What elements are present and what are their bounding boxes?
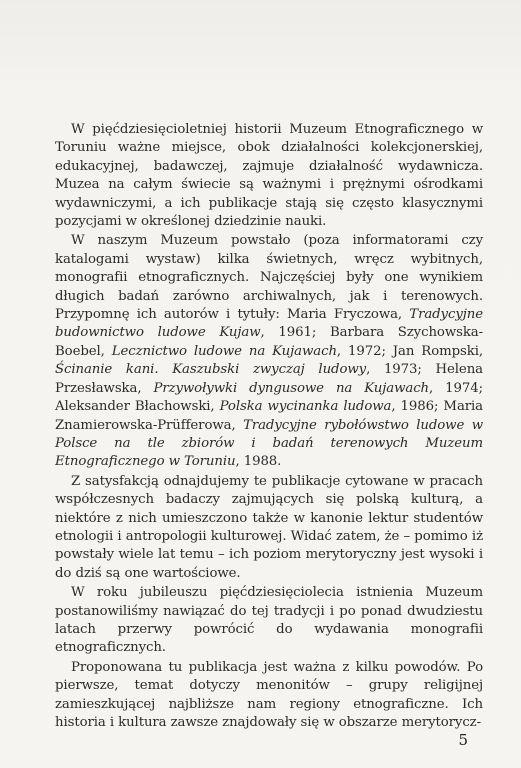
- italic-title-text: Tradycyjne budownictwo ludowe Kujaw: [55, 307, 483, 341]
- text-segment: W roku jubileuszu pięćdziesięciolecia istnienia Muzeum postanowiliśmy nawiązać do tej tradycji i po ponad dwudziestu latach przerwy powrócić do wydawania monografii etnograficznych.: [55, 585, 483, 656]
- italic-title-text: Przywoływki dyngusowe na Kujawach: [153, 380, 430, 396]
- text-segment: , 1961; Barbara Szychowska-Boebel,: [55, 325, 483, 359]
- text-segment: W naszym Muzeum powstało (poza informatorami czy katalogami wystaw) kilka świetnych, wręcz wybitnych, monografii etnograficznych. Najczęściej były one wynikiem długich badań zarówno archiwalnych, jak i terenowych. Przypomnę ich autorów i tytuły: Maria Fryczowa,: [55, 233, 483, 323]
- body-text: [55, 121, 483, 732]
- text-segment: Z satysfakcją odnajdujemy te publikacje cytowane w pracach współczesnych badaczy zajmujących się polską kulturą, a niektóre z nich umieszczono także w kanonie lektur studentów etnologii i antropologii kulturowej. Widać zatem, że – pomimo iż powstały wiele lat temu – ich poziom merytoryczny jest wysoki i do dziś są one wartościowe.: [55, 473, 483, 581]
- text-segment: , 1972; Jan Rompski,: [336, 343, 483, 359]
- italic-title-text: Polska wycinanka ludowa: [219, 399, 392, 415]
- paragraph: [55, 473, 483, 583]
- text-segment: W pięćdziesięcioletniej historii Muzeum Etnograficznego w Toruniu ważne miejsce, obok działalności kolekcjonerskiej, edukacyjnej, badawczej, zajmuje działalność wydawnicza. Muzea na całym świecie są ważnymi i prężnymi ośrodkami wydawniczymi, a ich publikacje stają się często klasycznymi pozycjami w określonej dziedzinie nauki.: [55, 122, 483, 230]
- italic-title-text: Tradycyjne rybołówstwo ludowe w Polsce na tle zbiorów i badań terenowych Muzeum Etnograficznego w Toruniu: [55, 417, 483, 470]
- text-segment: Proponowana tu publikacja jest ważna z kilku powodów. Po pierwsze, temat dotyczy menonitów – grupy religijnej zamieszkującej najbliższe nam regiony etnograficzne. Ich historia i kultura zawsze znajdowały się w obszarze merytorycz-: [55, 659, 483, 730]
- text-segment: , 1974; Aleksander Błachowski,: [55, 380, 483, 415]
- paragraph: [55, 659, 483, 733]
- text-segment: , 1986; Maria Znamierowska-Prüfferowa,: [55, 399, 484, 433]
- italic-title-text: Ścinanie kani. Kaszubski zwyczaj ludowy: [55, 362, 367, 378]
- paragraph: [55, 121, 483, 231]
- italic-title-text: Lecznictwo ludowe na Kujawach: [111, 343, 337, 359]
- paragraph: [55, 584, 483, 658]
- page-number: 5: [458, 731, 468, 749]
- text-segment: , 1988.: [235, 454, 282, 470]
- text-segment: , 1973; Helena Przesławska,: [55, 362, 483, 396]
- paragraph: [55, 232, 483, 471]
